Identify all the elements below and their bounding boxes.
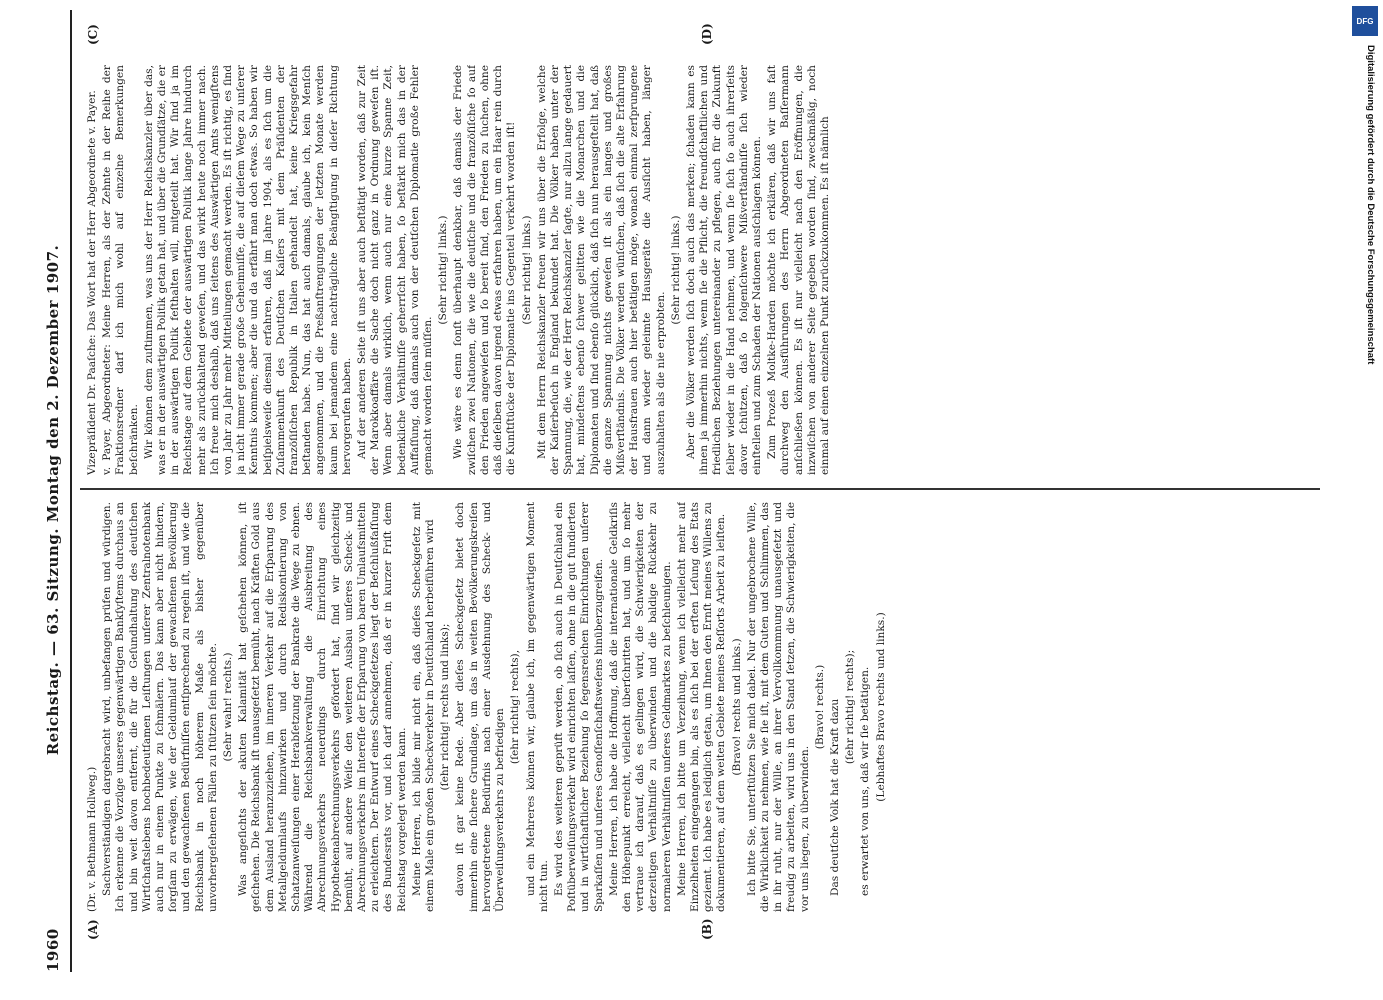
paragraph: Ich bitte Sie, unterſtützen Sie mich dabei. Nur der ungebrochene Wille, die Wirklichkeit zu nehmen, wie ſie iſt, mit dem Guten und Schlimmen, das in ihr ruht, nur der Wille, an ihrer Vervollkommnung unausgeſetzt und freudig zu arbeiten, wird uns in den Stand ſetzen, die Schwierigkeiten, die vor uns liegen, zu überwinden.	[745, 502, 811, 912]
margin-mark-c: (C)	[86, 24, 100, 45]
paragraph: Meine Herren, ich habe die Hoffnung, daß die internationale Geldkriſis den Höhepunkt erreicht, vielleicht überſchritten hat, und um ſo mehr vertraue ich darauf, daß es gelingen wird, die Schwierigkeiten der derzeitigen Verhältniſſe zu überwinden und die baldige Rückkehr zu normaleren Verhältniſſen unſeres Geldmarktes zu beſchleunigen.	[607, 502, 673, 912]
paragraph: Zum Prozeß Moltke-Harden möchte ich erklären, daß wir uns faſt durchweg den Ausführungen des Herrn Abgeordneten Baſſermann anſchließen können. Es iſt nur vielleicht nach den Eröffnungen, die inzwiſchen von anderer Seite gegeben worden ſind, zweckmäßig, noch einmal auf einen einzelnen Punkt zurückzukommen. Es iſt nämlich	[766, 65, 831, 475]
interjection: (Sehr richtig! links.)	[669, 215, 682, 325]
paragraph: Aber die Völker werden ſich doch auch das merken; ſchaden kann es ihnen ja immerhin nichts, wenn ſie die Pflicht, die freundſchaftlichen und friedlichen Beziehungen untereinander zu pflegen, auch für die Zukunft ſelber wieder in die Hand nehmen, und wenn ſie ſich ſo auch ihrerſeits davor ſchützen, daß ſo folgenſchwere Mißverſtändniſſe ſich wieder einſtellen und zum Schaden der Nationen ausſchlagen können.	[684, 65, 763, 475]
interjection: (ſehr richtig! rechts und links);	[439, 623, 452, 791]
margin-mark-d: (D)	[700, 23, 714, 45]
interjection: (ſehr richtig! rechts),	[509, 649, 522, 765]
margin-mark-a: (A)	[86, 919, 100, 940]
interjection: (Bravo! rechts.)	[813, 664, 826, 750]
speaker-line: Vizepräſident Dr. Paaſche: Das Wort hat der Herr Abgeordnete v. Payer.	[86, 90, 98, 475]
column-divider	[80, 488, 1320, 490]
interjection: (Sehr wahr! rechts.)	[222, 652, 235, 762]
paragraph: Sachverständigen dargebracht wird, unbefangen prüfen und würdigen. Ich erkenne die Vorzüge unseres gegenwärtigen Bankſyſtems durchaus an und bin weit davon entfernt, die für die Geſundhaltung des deutſchen Wirtſchaftslebens hochbedeutſamen Leiſtungen unſerer Zentralnotenbank auch nur in einem Punkte zu ſchmälern. Das kann aber nicht hindern, ſorgſam zu erwägen, wie der Geldumlauf der gewachſenen Bevölkerung und den gewachſenen Bedürfniſſen entſprechend zu regeln iſt, und wie die Reichsbank in noch höherem Maße als bisher gegenüber unvorhergeſehenen Fällen zu ſtützen ſein möchte.	[101, 502, 219, 912]
interjection: (Bravo! rechts und links.)	[730, 638, 743, 776]
page-number: 1960	[44, 928, 62, 972]
paragraph: und ein Mehreres können wir, glaube ich, im gegenwärtigen Moment nicht tun.	[524, 502, 550, 912]
paragraph: Auf der anderen Seite iſt uns aber auch beſtätigt worden, daß zur Zeit der Marokkoaffäre die Sache doch nicht ganz in Ordnung geweſen iſt. Wenn aber damals wirklich, wenn auch nur eine kurze Spanne Zeit, bedenkliche Verhältniſſe geherrſcht haben, ſo beſtärkt mich das in der Auffaſſung, daß damals auch von der deutſchen Diplomatie große Fehler gemacht worden ſein müſſen.	[356, 65, 435, 475]
page-header	[40, 0, 66, 1000]
paragraph: Wir können dem zuſtimmen, was uns der Herr Reichskanzler über das, was er in der auswärtigen Politik getan hat, und über die Grundſätze, die er in der auswärtigen Politik feſthalten will, mitgeteilt hat. Wir ſind ja im Reichstage auf dem Gebiete der auswärtigen Politik lange Jahre hindurch mehr als zurückhaltend geweſen, und das wirkt heute noch immer nach. Ich freue mich deshalb, daß uns ſeitens des Auswärtigen Amts wenigſtens von Jahr zu Jahr mehr Mitteilungen gemacht werden. Es iſt richtig, es ſind ja nicht immer gerade große Geheimniſſe, die auf dieſem Wege zu unſerer Kenntnis kommen; aber die und da erfährt man doch etwas. So haben wir beiſpielsweiſe diesmal erfahren, daß im Jahre 1904, als es ſich um die Zuſammenkunft des Deutſchen Kaiſers mit dem Präſidenten der franzöſiſchen Republik in Italien gehandelt hat, keine Kriegsgefahr beſtanden habe. Nun, das hat auch damals, glaube ich, kein Menſch angenommen, und die Preßanſtrengungen der letzten Monate werden kaum bei jemandem eine nachträgliche Beängſtigung in dieſer Richtung hervorgerufen haben.	[142, 65, 353, 475]
paragraph: Das deutſche Volk hat die Kraft dazu	[828, 698, 841, 896]
right-column	[86, 65, 1316, 475]
paragraph: Meine Herren, ich bitte um Verzeihung, wenn ich vielleicht mehr auf Einzelheiten eingegangen bin, als es ſich bei der erſten Leſung des Etats geziemt. Ich habe es lediglich getan, um Ihnen den Ernſt meines Willens zu dokumentieren, auf dem weiten Gebiete meines Reſſorts Arbeit zu leiſten.	[675, 502, 728, 912]
interjection: (Lebhaftes Bravo rechts und links.)	[874, 612, 887, 802]
interjection: (Sehr richtig! links.)	[437, 215, 450, 325]
speaker-line: (Dr. v. Bethmann Hollweg.)	[86, 766, 98, 912]
paragraph: Was angeſichts der akuten Kalamität hat geſchehen können, iſt geſchehen. Die Reichsbank iſt unausgeſetzt bemüht, nach Kräften Gold aus dem Ausland heranzuziehen, im inneren Verkehr auf die Erſparung des Metallgeldumlaufs hinzuwirken und durch Rediskontierung von Schatzanweiſungen einer Herabſetzung der Bankrate die Wege zu ebnen. Während die Reichsbankverwaltung die Ausbreitung des Abrechnungsverkehrs neuerdings durch Einrichtung eines Hypothekenabrechnungsverkehrs gefördert hat, ſind wir gleichzeitig bemüht, auf andere Weiſe den weiteren Ausbau unſeres Scheck- und Abrechnungsverkehrs im Intereſſe der Erſparung von baren Umlaufsmitteln zu erleichtern. Der Entwurf eines Scheckgeſetzes liegt der Beſchlußfaſſung des Bundesrats vor, und ich darf annehmen, daß er in kurzer Friſt dem Reichstag vorgelegt werden kann.	[237, 502, 408, 912]
interjection: (ſehr richtig! rechts);	[844, 649, 857, 765]
paragraph: davon iſt gar keine Rede. Aber dieſes Scheckgeſetz bietet doch immerhin eine ſichere Grundlage, um das in weiten Bevölkerungskreiſen hervorgetretene Bedürfnis nach einer Ausdehnung des Scheck- und Überweiſungsverkehrs zu befriedigen	[454, 502, 507, 912]
left-column	[86, 502, 1316, 912]
paragraph: Mit dem Herrn Reichskanzler freuen wir uns über die Erfolge, welche der Kaiſerbeſuch in England bekundet hat. Die Völker haben unter der Spannung, die, wie der Herr Reichskanzler ſagte, nur allzu lange gedauert hat, mindeſtens ebenſo ſchwer gelitten wie die Monarchen und die Diplomaten und ſind ebenſo glücklich, daß ſich nun herausgeſtellt hat, daß die ganze Spannung nichts geweſen iſt als ein langes und großes Mißverſtändnis. Die Völker werden wünſchen, daß ſich die alte Erfahrung der Hausfrauen auch hier betätigen möge, wonach einmal zerſprungene und dann wieder geleimte Hausgeräte die Ausſicht haben, länger auszuhalten als die nie erprobten.	[535, 65, 667, 475]
paragraph: Wie wäre es denn ſonſt überhaupt denkbar, daß damals der Friede zwiſchen zwei Nationen, die wie die deutſche und die franzöſiſche ſo auf den Frieden angewieſen und ſo bereit ſind, den Frieden zu ſuchen, ohne daß dieſelben davon irgend etwas erfahren haben, um ein Haar rein durch die Kunſtſtücke der Diplomatie ins Gegenteil verkehrt worden iſt!	[452, 65, 518, 475]
header-rule	[70, 10, 72, 972]
paragraph: Meine Herren, ich bilde mir nicht ein, daß dieſes Scheckgeſetz mit einem Male ein großen Scheckverkehr in Deutſchland herbeiführen wird	[410, 502, 437, 912]
interjection: (Sehr richtig! links.)	[520, 215, 533, 325]
paragraph: es erwartet von uns, daß wir ſie betätigen.	[859, 666, 872, 896]
speaker-line: v. Payer, Abgeordneter: Meine Herren, als der Zehnte in der Reihe der Fraktionsredner darf ich mich wohl auf einzelne Bemerkungen beſchränken.	[101, 65, 140, 475]
page-title: Reichstag. — 63. Sitzung. Montag den 2. Dezember 1907.	[44, 244, 62, 756]
paragraph: Es wird des weiteren geprüft werden, ob ſich auch in Deutſchland ein Poſtüberweiſungsverkehr wird einrichten laſſen, ohne in die gut fundierten und in wirtſchaftlicher Beziehung ſo ſegensreichen Einrichtungen unſerer Sparkaſſen und unſeres Genoſſenſchaftsweſens hinüberzugreifen.	[552, 502, 605, 912]
digitization-credit: Digitalisierung gefördert durch die Deutsche Forschungsgemeinschaft	[1365, 45, 1376, 365]
margin-mark-b: (B)	[700, 918, 714, 940]
dfg-logo: DFG	[1352, 6, 1378, 36]
